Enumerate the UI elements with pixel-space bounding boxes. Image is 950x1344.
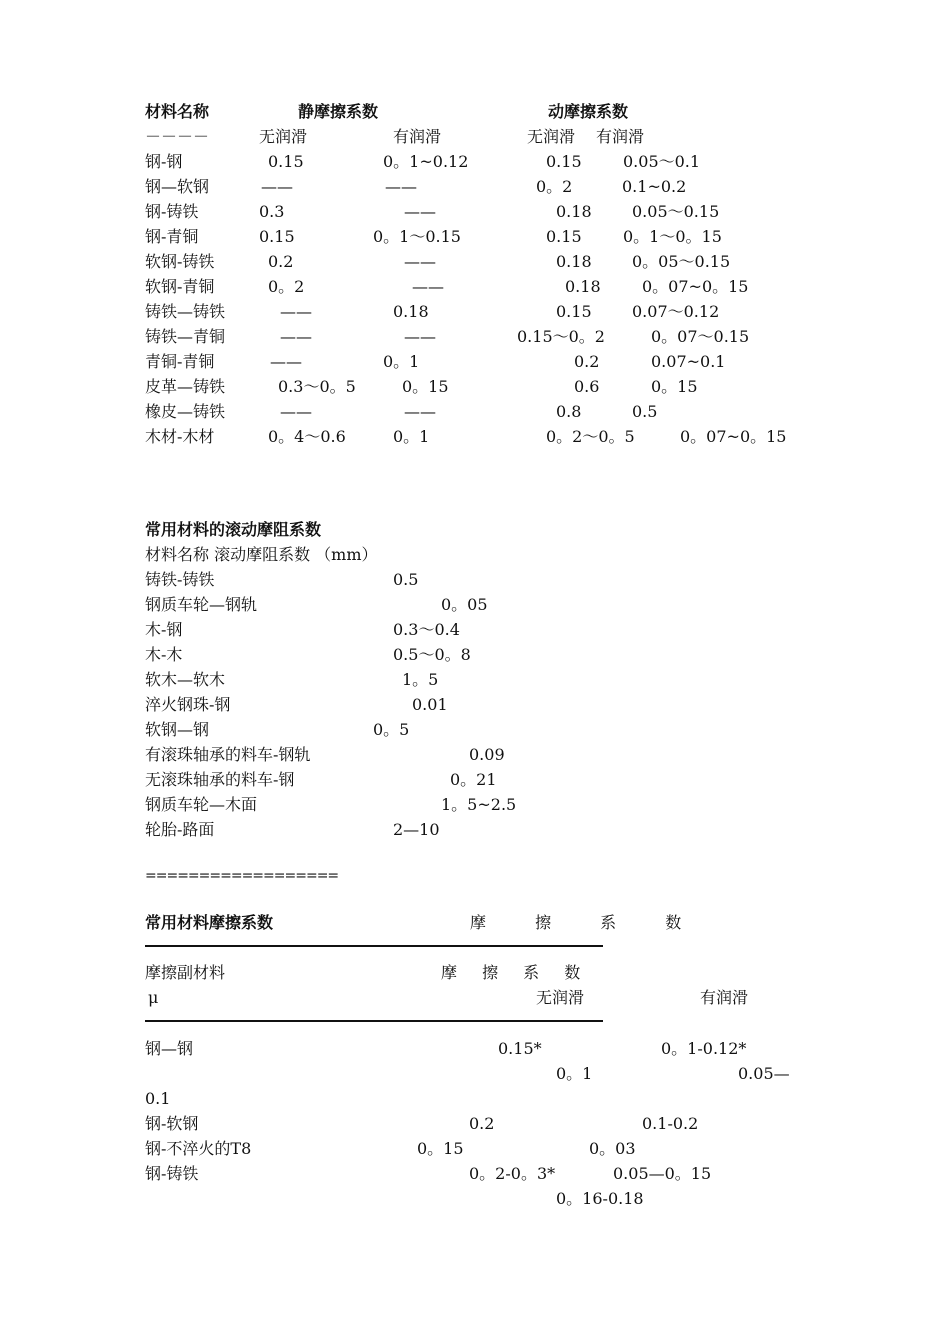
friction-cell-material-pair: 软钢-青铜	[145, 277, 215, 296]
friction-cell-kinetic-dry: 0.15	[546, 227, 582, 246]
friction-cell-material-pair: 软钢-铸铁	[145, 252, 215, 271]
friction-cell-kinetic-dry: 0.15	[556, 302, 592, 321]
friction-cell-kinetic-lubricated: 0.5	[632, 402, 658, 421]
common-cell-material-pair: 钢—钢	[145, 1039, 194, 1058]
friction-cell-kinetic-lubricated: 0.07～0.12	[632, 302, 720, 321]
common-cell-dry: 0。1	[556, 1064, 593, 1083]
friction-cell-static-lubricated: 0.18	[393, 302, 429, 321]
friction-cell-kinetic-dry: 0.8	[556, 402, 582, 421]
friction-cell-material-pair: 皮革—铸铁	[145, 377, 226, 396]
friction-cell-static-lubricated: ——	[404, 202, 436, 221]
rolling-material-pair: 淬火钢珠-钢	[145, 695, 231, 714]
common-cell-lubricated: 0.05—0。15	[613, 1164, 712, 1183]
common-cell-lubricated: 0。1-0.12*	[661, 1039, 747, 1058]
common-section-title-right: 摩 擦 系 数	[470, 913, 704, 932]
common-cell-dry: 0。16-0.18	[556, 1189, 644, 1208]
top-rule	[145, 945, 603, 947]
friction-cell-material-pair: 钢-青铜	[145, 227, 199, 246]
rolling-material-pair: 软木—软木	[145, 670, 226, 689]
friction-cell-static-lubricated: ——	[404, 402, 436, 421]
friction-cell-kinetic-lubricated: 0。07~0。15	[642, 277, 749, 296]
rolling-material-pair: 有滚珠轴承的料车-钢轨	[145, 745, 311, 764]
friction-cell-static-lubricated: 0。1～0.15	[373, 227, 461, 246]
friction-cell-static-lubricated: ——	[385, 177, 417, 196]
friction-cell-static-dry: ——	[280, 402, 312, 421]
rolling-material-pair: 钢质车轮—木面	[145, 795, 258, 814]
subheader-dashes: －－－－	[145, 127, 210, 146]
friction-cell-kinetic-lubricated: 0。05～0.15	[632, 252, 731, 271]
bottom-rule	[145, 1020, 603, 1022]
common-cell-dry: 0.2	[469, 1114, 495, 1133]
rolling-table-header: 材料名称 滚动摩阻系数 （mm）	[145, 545, 378, 564]
common-cell-dry: 0.15*	[498, 1039, 542, 1058]
friction-cell-kinetic-lubricated: 0。07~0。15	[680, 427, 787, 446]
friction-cell-kinetic-dry: 0。2～0。5	[546, 427, 635, 446]
friction-cell-material-pair: 钢-钢	[145, 152, 183, 171]
friction-cell-kinetic-dry: 0.18	[565, 277, 601, 296]
common-cell-dry: 0。2-0。3*	[469, 1164, 556, 1183]
friction-cell-static-lubricated: ——	[404, 252, 436, 271]
friction-cell-static-lubricated: 0。1~0.12	[383, 152, 469, 171]
friction-cell-material-pair: 木材-木材	[145, 427, 215, 446]
col-header-dry: 无润滑	[536, 988, 585, 1007]
rolling-coefficient: 0.5	[393, 570, 419, 589]
friction-cell-kinetic-lubricated: 0。1～0。15	[623, 227, 722, 246]
friction-cell-static-lubricated: 0。15	[402, 377, 449, 396]
friction-cell-static-dry: 0.3～0。5	[278, 377, 356, 396]
friction-cell-static-dry: ——	[261, 177, 293, 196]
friction-cell-static-lubricated: 0。1	[393, 427, 430, 446]
rolling-coefficient: 0.3～0.4	[393, 620, 460, 639]
subheader-static-dry: 无润滑	[259, 127, 308, 146]
friction-cell-kinetic-lubricated: 0.1~0.2	[622, 177, 687, 196]
rolling-material-pair: 铸铁-铸铁	[145, 570, 215, 589]
common-cell-lubricated: 0。03	[589, 1139, 636, 1158]
friction-cell-static-dry: 0.2	[268, 252, 294, 271]
friction-cell-material-pair: 铸铁—铸铁	[145, 302, 226, 321]
mu-symbol: μ	[148, 988, 159, 1007]
rolling-material-pair: 木-木	[145, 645, 183, 664]
friction-cell-kinetic-dry: 0.2	[574, 352, 600, 371]
rolling-coefficient: 1。5~2.5	[441, 795, 517, 814]
friction-cell-kinetic-dry: 0.15～0。2	[517, 327, 605, 346]
friction-cell-material-pair: 橡皮—铸铁	[145, 402, 226, 421]
friction-cell-kinetic-dry: 0.18	[556, 252, 592, 271]
friction-cell-kinetic-lubricated: 0.05～0.15	[632, 202, 720, 221]
rolling-material-pair: 轮胎-路面	[145, 820, 215, 839]
friction-cell-static-dry: ——	[280, 327, 312, 346]
friction-cell-material-pair: 钢-铸铁	[145, 202, 199, 221]
subheader-kinetic-dry: 无润滑	[527, 127, 576, 146]
friction-cell-static-lubricated: 0。1	[383, 352, 420, 371]
friction-cell-static-dry: 0.3	[259, 202, 285, 221]
friction-cell-static-lubricated: ——	[412, 277, 444, 296]
friction-cell-material-pair: 青铜-青铜	[145, 352, 215, 371]
common-cell-material-pair: 钢-不淬火的T8	[145, 1139, 252, 1158]
friction-cell-static-dry: ——	[280, 302, 312, 321]
col-header-pair: 摩擦副材料	[145, 963, 226, 982]
common-cell-material-pair: 钢-铸铁	[145, 1164, 199, 1183]
subheader-kinetic-lubricated: 有润滑	[596, 127, 645, 146]
friction-cell-kinetic-dry: 0.18	[556, 202, 592, 221]
rolling-coefficient: 1。5	[402, 670, 439, 689]
friction-cell-kinetic-lubricated: 0.05～0.1	[623, 152, 701, 171]
common-section-title: 常用材料摩擦系数	[145, 913, 274, 932]
friction-cell-static-dry: 0.15	[268, 152, 304, 171]
friction-cell-kinetic-dry: 0.15	[546, 152, 582, 171]
common-cell-material-pair: 钢-软钢	[145, 1114, 199, 1133]
friction-cell-kinetic-lubricated: 0.07~0.1	[651, 352, 726, 371]
header-static-friction: 静摩擦系数	[298, 102, 379, 121]
rolling-coefficient: 2—10	[393, 820, 440, 839]
common-cell-material-pair: 0.1	[145, 1089, 171, 1108]
rolling-material-pair: 钢质车轮—钢轨	[145, 595, 258, 614]
friction-cell-kinetic-lubricated: 0。15	[651, 377, 698, 396]
rolling-section-title: 常用材料的滚动摩阻系数	[145, 520, 322, 539]
header-kinetic-friction: 动摩擦系数	[548, 102, 629, 121]
rolling-coefficient: 0.09	[469, 745, 505, 764]
header-material-name: 材料名称	[145, 102, 210, 121]
rolling-material-pair: 无滚珠轴承的料车-钢	[145, 770, 295, 789]
common-cell-dry: 0。15	[417, 1139, 464, 1158]
rolling-coefficient: 0.5～0。8	[393, 645, 471, 664]
rolling-coefficient: 0。5	[373, 720, 410, 739]
common-cell-lubricated: 0.1-0.2	[642, 1114, 699, 1133]
col-header-lubricated: 有润滑	[700, 988, 749, 1007]
rolling-coefficient: 0。05	[441, 595, 488, 614]
friction-cell-kinetic-dry: 0.6	[574, 377, 600, 396]
separator-line: ==================	[145, 868, 339, 884]
friction-cell-material-pair: 铸铁—青铜	[145, 327, 226, 346]
friction-cell-kinetic-lubricated: 0。07～0.15	[651, 327, 750, 346]
friction-cell-static-lubricated: ——	[404, 327, 436, 346]
friction-cell-material-pair: 钢—软钢	[145, 177, 210, 196]
common-cell-lubricated: 0.05—	[738, 1064, 790, 1083]
col-header-coefficient: 摩 擦 系 数	[441, 963, 591, 982]
friction-cell-static-dry: 0.15	[259, 227, 295, 246]
friction-cell-static-dry: 0。4～0.6	[268, 427, 346, 446]
friction-cell-kinetic-dry: 0。2	[536, 177, 573, 196]
rolling-coefficient: 0.01	[412, 695, 448, 714]
friction-cell-static-dry: 0。2	[268, 277, 305, 296]
subheader-static-lubricated: 有润滑	[393, 127, 442, 146]
rolling-material-pair: 木-钢	[145, 620, 183, 639]
rolling-material-pair: 软钢—钢	[145, 720, 210, 739]
rolling-coefficient: 0。21	[450, 770, 497, 789]
friction-cell-static-dry: ——	[270, 352, 302, 371]
